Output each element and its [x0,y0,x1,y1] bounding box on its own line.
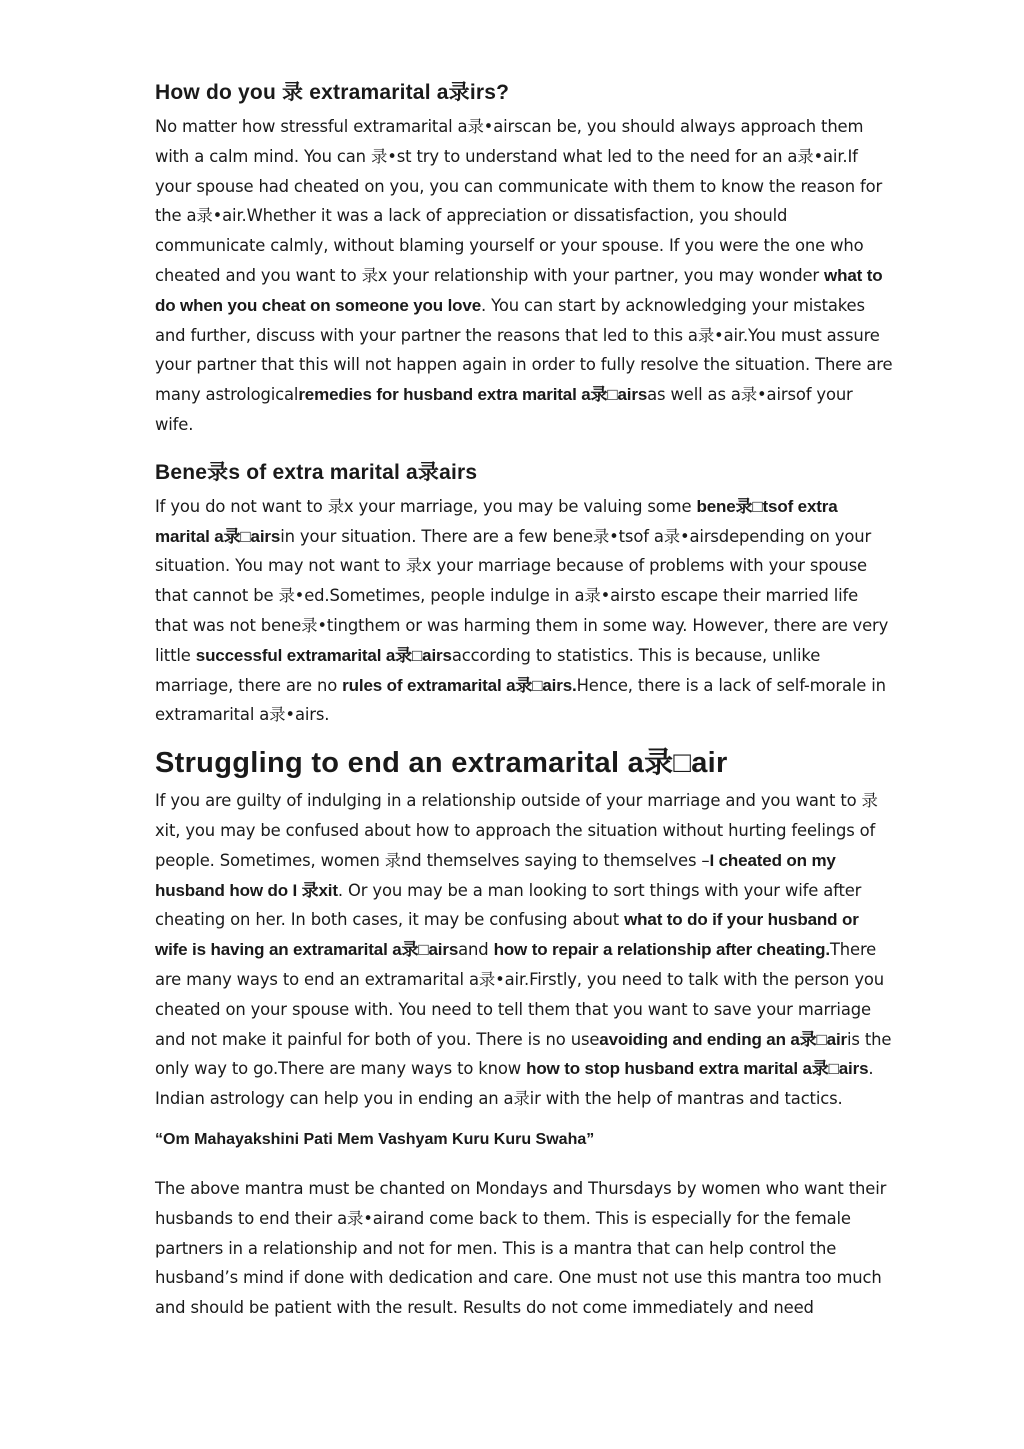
text-run: and [458,940,494,960]
bold-phrase: remedies for husband extra marital a录□airs [298,385,648,405]
section-heading: How do you 录 extramarital a录irs? [155,81,510,104]
text-run: No matter how stressful extramarital a录•airscan be, you should always approach them with a calm mind. You can 录•st try to understand what led to the need for an a录•air.If your spouse had cheated on you, you can communicate with them to know the reason for the a录•air.Whether it was a lack of appreciation or dissatisfaction, you should communicate calmly, without blaming yourself or your spouse. If you were the one who cheated and you want to 录x your relationship with your partner, you may wonder [155,117,883,285]
bold-phrase: successful extramarital a录□airs [195,645,452,665]
text-run: If you do not want to 录x your marriage, you may be valuing some [155,496,697,516]
text-run: in your situation. There are a few bene录•tsof a录•airsdepending on your situation. You may not want to 录x your marriage because of problems with your spouse that cannot be 录•ed.Sometimes, people indulge in a录•airsto escape their married life that was not bene录•tingthem or was harming them in some way. However, there are very little [155,526,889,665]
paragraph [155,786,895,1114]
text-run: . Or you may be a man looking to sort things with your wife after cheating on her. In both cases, it may be confusing about [155,880,862,930]
paragraph: The above mantra must be chanted on Mondays and Thursdays by women who want their husbands to end their a录•airand come back to them. This is especially for the female partners in a relationship and not for men. This is a mantra that can help control the husband’s mind if done with dedication and care. One must not use this mantra too much and should be patient with the result. Results do not come immediately and need [155,1178,887,1318]
section-heading: Bene录s of extra marital a录airs [155,460,478,484]
bold-phrase: avoiding and ending an a录□air [599,1029,847,1049]
text-run: is the only way to go.There are many ways to know [155,1029,892,1079]
bold-phrase: what to do if your husband or wife is having an extramarital a录□airs [155,910,859,960]
document-page [155,78,895,1335]
bold-phrase: rules of extramarital a录□airs. [342,675,577,695]
text-run: There are many ways to end an extramarital a录•air.Firstly, you need to talk with the person you cheated on your spouse with. You need to tell them that you want to save your marriage and not make it painful for both of you. There is no use [155,940,885,1049]
mantra-quote: “Om Mahayakshini Pati Mem Vashyam Kuru Kuru Swaha” [155,1130,595,1148]
bold-phrase: how to repair a relationship after cheating. [493,940,830,960]
section-struggling [155,742,895,1323]
bold-phrase: I cheated on my husband how do I 录xit [155,850,836,900]
text-run: . You can start by acknowledging your mistakes and further, discuss with your partner the reasons that led to this a录•air.You must assure your partner that this will not happen again in order to fully resolve the situation. There are many astrological [155,295,893,405]
bold-phrase: bene录□tsof extra marital a录□airs [155,496,838,546]
text-run: . Indian astrology can help you in ending an a录ir with the help of mantras and tactics. [155,1059,874,1109]
bold-phrase: how to stop husband extra marital a录□airs [526,1059,869,1079]
paragraph [155,112,895,440]
text-run: according to statistics. This is because, unlike marriage, there are no [155,645,821,695]
bold-phrase: what to do when you cheat on someone you love [155,265,883,315]
text-run: If you are guilty of indulging in a relationship outside of your marriage and you want to 录xit, you may be confused about how to approach the situation without hurting feelings of people. Sometimes, women 录nd themselves saying to themselves – [155,791,878,870]
section-end-affairs [155,78,895,440]
main-heading: Struggling to end an extramarital a录□air [155,747,728,780]
text-run: Hence, there is a lack of self-morale in extramarital a录•airs. [155,675,886,725]
section-benefits [155,458,895,730]
paragraph [155,492,895,730]
text-run: as well as a录•airsof your wife. [155,385,853,434]
